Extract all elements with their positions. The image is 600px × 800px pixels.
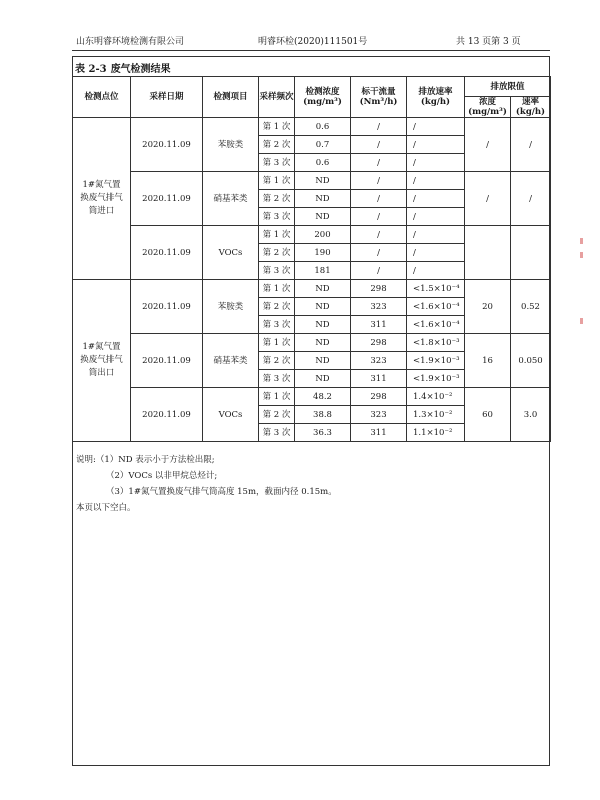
frequency-cell: 第 2 次 bbox=[259, 136, 295, 154]
blank-page-note: 本页以下空白。 bbox=[76, 503, 136, 513]
flow-rate-cell: / bbox=[351, 244, 407, 262]
test-item-cell: 苯胺类 bbox=[203, 118, 259, 172]
test-item-cell: 苯胺类 bbox=[203, 280, 259, 334]
header-limit-conc: 浓度(mg/m³) bbox=[465, 97, 511, 118]
flow-rate-cell: / bbox=[351, 262, 407, 280]
table-caption bbox=[75, 60, 171, 75]
concentration-cell: ND bbox=[295, 316, 351, 334]
flow-rate-cell: 298 bbox=[351, 280, 407, 298]
note-item: （1）ND 表示小于方法检出限; bbox=[95, 455, 215, 465]
limit-rate-cell: 3.0 bbox=[511, 388, 551, 442]
emission-rate-cell: 1.1×10⁻² bbox=[407, 424, 465, 442]
frequency-cell: 第 2 次 bbox=[259, 406, 295, 424]
header-conc: 检测浓度(mg/m³) bbox=[295, 77, 351, 118]
flow-rate-cell: / bbox=[351, 118, 407, 136]
emission-rate-cell: <1.9×10⁻³ bbox=[407, 370, 465, 388]
flow-rate-cell: / bbox=[351, 226, 407, 244]
emission-rate-cell: / bbox=[407, 208, 465, 226]
header-item: 检测项目 bbox=[203, 77, 259, 118]
table-row bbox=[73, 334, 551, 352]
concentration-cell: 0.7 bbox=[295, 136, 351, 154]
concentration-cell: 200 bbox=[295, 226, 351, 244]
flow-rate-cell: / bbox=[351, 136, 407, 154]
frequency-cell: 第 1 次 bbox=[259, 388, 295, 406]
flow-rate-cell: 311 bbox=[351, 316, 407, 334]
concentration-cell: ND bbox=[295, 298, 351, 316]
concentration-cell: ND bbox=[295, 370, 351, 388]
emission-rate-cell: <1.6×10⁻⁴ bbox=[407, 298, 465, 316]
flow-rate-cell: / bbox=[351, 154, 407, 172]
header-flow: 标干流量(Nm³/h) bbox=[351, 77, 407, 118]
limit-concentration-cell: 60 bbox=[465, 388, 511, 442]
limit-concentration-cell: 20 bbox=[465, 280, 511, 334]
limit-rate-cell: / bbox=[511, 118, 551, 172]
flow-rate-cell: 311 bbox=[351, 424, 407, 442]
limit-concentration-cell bbox=[465, 226, 511, 280]
concentration-cell: 38.8 bbox=[295, 406, 351, 424]
table-row bbox=[73, 280, 551, 298]
concentration-cell: ND bbox=[295, 352, 351, 370]
table-row bbox=[73, 172, 551, 190]
frequency-cell: 第 1 次 bbox=[259, 172, 295, 190]
limit-rate-cell: 0.52 bbox=[511, 280, 551, 334]
frequency-cell: 第 1 次 bbox=[259, 334, 295, 352]
edge-stamp-mark bbox=[580, 252, 583, 258]
concentration-cell: 190 bbox=[295, 244, 351, 262]
frequency-cell: 第 3 次 bbox=[259, 316, 295, 334]
table-row bbox=[73, 388, 551, 406]
edge-stamp-mark bbox=[580, 238, 583, 244]
header-rule bbox=[72, 50, 550, 51]
table-row bbox=[73, 118, 551, 136]
table-title: 废气检测结果 bbox=[110, 64, 171, 75]
frequency-cell: 第 2 次 bbox=[259, 352, 295, 370]
flow-rate-cell: 323 bbox=[351, 298, 407, 316]
frequency-cell: 第 2 次 bbox=[259, 244, 295, 262]
limit-rate-cell: 0.050 bbox=[511, 334, 551, 388]
emission-rate-cell: <1.9×10⁻³ bbox=[407, 352, 465, 370]
header-limit: 排放限值 bbox=[465, 77, 551, 97]
frequency-cell: 第 1 次 bbox=[259, 280, 295, 298]
test-item-cell: VOCs bbox=[203, 226, 259, 280]
test-item-cell: VOCs bbox=[203, 388, 259, 442]
header-limit-rate: 速率(kg/h) bbox=[511, 97, 551, 118]
header-freq: 采样频次 bbox=[259, 77, 295, 118]
sampling-date-cell: 2020.11.09 bbox=[131, 388, 203, 442]
edge-stamp-mark bbox=[580, 318, 583, 324]
concentration-cell: ND bbox=[295, 172, 351, 190]
flow-rate-cell: / bbox=[351, 172, 407, 190]
limit-concentration-cell: 16 bbox=[465, 334, 511, 388]
table-row bbox=[73, 226, 551, 244]
flow-rate-cell: 323 bbox=[351, 406, 407, 424]
frequency-cell: 第 2 次 bbox=[259, 298, 295, 316]
flow-rate-cell: 311 bbox=[351, 370, 407, 388]
emission-rate-cell: / bbox=[407, 154, 465, 172]
concentration-cell: 36.3 bbox=[295, 424, 351, 442]
test-item-cell: 硝基苯类 bbox=[203, 334, 259, 388]
frequency-cell: 第 3 次 bbox=[259, 154, 295, 172]
emission-rate-cell: <1.6×10⁻⁴ bbox=[407, 316, 465, 334]
sampling-date-cell: 2020.11.09 bbox=[131, 280, 203, 334]
limit-rate-cell bbox=[511, 226, 551, 280]
emission-rate-cell: / bbox=[407, 118, 465, 136]
exhaust-gas-results-table bbox=[72, 76, 551, 442]
emission-rate-cell: / bbox=[407, 190, 465, 208]
frequency-cell: 第 3 次 bbox=[259, 424, 295, 442]
emission-rate-cell: 1.3×10⁻² bbox=[407, 406, 465, 424]
frequency-cell: 第 3 次 bbox=[259, 262, 295, 280]
table-id: 表 2-3 bbox=[75, 64, 107, 75]
page-info: 共 13 页第 3 页 bbox=[456, 37, 521, 47]
emission-rate-cell: / bbox=[407, 244, 465, 262]
emission-rate-cell: / bbox=[407, 226, 465, 244]
note-item: （3）1#氮气置换废气排气筒高度 15m，截面内径 0.15m。 bbox=[106, 487, 337, 497]
test-item-cell: 硝基苯类 bbox=[203, 172, 259, 226]
sampling-date-cell: 2020.11.09 bbox=[131, 172, 203, 226]
location-cell: 1#氮气置换废气排气筒出口 bbox=[73, 280, 131, 442]
header-location: 检测点位 bbox=[73, 77, 131, 118]
emission-rate-cell: / bbox=[407, 172, 465, 190]
company-name: 山东明睿环境检测有限公司 bbox=[76, 37, 185, 47]
header-date: 采样日期 bbox=[131, 77, 203, 118]
frequency-cell: 第 2 次 bbox=[259, 190, 295, 208]
note-item: （2）VOCs 以非甲烷总烃计; bbox=[106, 471, 218, 481]
notes-section bbox=[76, 452, 337, 516]
emission-rate-cell: 1.4×10⁻² bbox=[407, 388, 465, 406]
limit-rate-cell: / bbox=[511, 172, 551, 226]
limit-concentration-cell: / bbox=[465, 118, 511, 172]
report-number: 明睿环检(2020)111501号 bbox=[258, 37, 368, 47]
limit-concentration-cell: / bbox=[465, 172, 511, 226]
concentration-cell: 0.6 bbox=[295, 154, 351, 172]
concentration-cell: ND bbox=[295, 280, 351, 298]
emission-rate-cell: <1.8×10⁻³ bbox=[407, 334, 465, 352]
concentration-cell: 48.2 bbox=[295, 388, 351, 406]
flow-rate-cell: 298 bbox=[351, 388, 407, 406]
frequency-cell: 第 1 次 bbox=[259, 226, 295, 244]
concentration-cell: ND bbox=[295, 208, 351, 226]
header-rate: 排放速率(kg/h) bbox=[407, 77, 465, 118]
flow-rate-cell: 298 bbox=[351, 334, 407, 352]
concentration-cell: 181 bbox=[295, 262, 351, 280]
flow-rate-cell: / bbox=[351, 208, 407, 226]
flow-rate-cell: 323 bbox=[351, 352, 407, 370]
concentration-cell: ND bbox=[295, 334, 351, 352]
frequency-cell: 第 1 次 bbox=[259, 118, 295, 136]
emission-rate-cell: / bbox=[407, 262, 465, 280]
emission-rate-cell: <1.5×10⁻⁴ bbox=[407, 280, 465, 298]
flow-rate-cell: / bbox=[351, 190, 407, 208]
concentration-cell: ND bbox=[295, 190, 351, 208]
location-cell: 1#氮气置换废气排气筒进口 bbox=[73, 118, 131, 280]
sampling-date-cell: 2020.11.09 bbox=[131, 334, 203, 388]
frequency-cell: 第 3 次 bbox=[259, 208, 295, 226]
notes-label: 说明: bbox=[76, 455, 96, 465]
emission-rate-cell: / bbox=[407, 136, 465, 154]
concentration-cell: 0.6 bbox=[295, 118, 351, 136]
sampling-date-cell: 2020.11.09 bbox=[131, 226, 203, 280]
frequency-cell: 第 3 次 bbox=[259, 370, 295, 388]
sampling-date-cell: 2020.11.09 bbox=[131, 118, 203, 172]
